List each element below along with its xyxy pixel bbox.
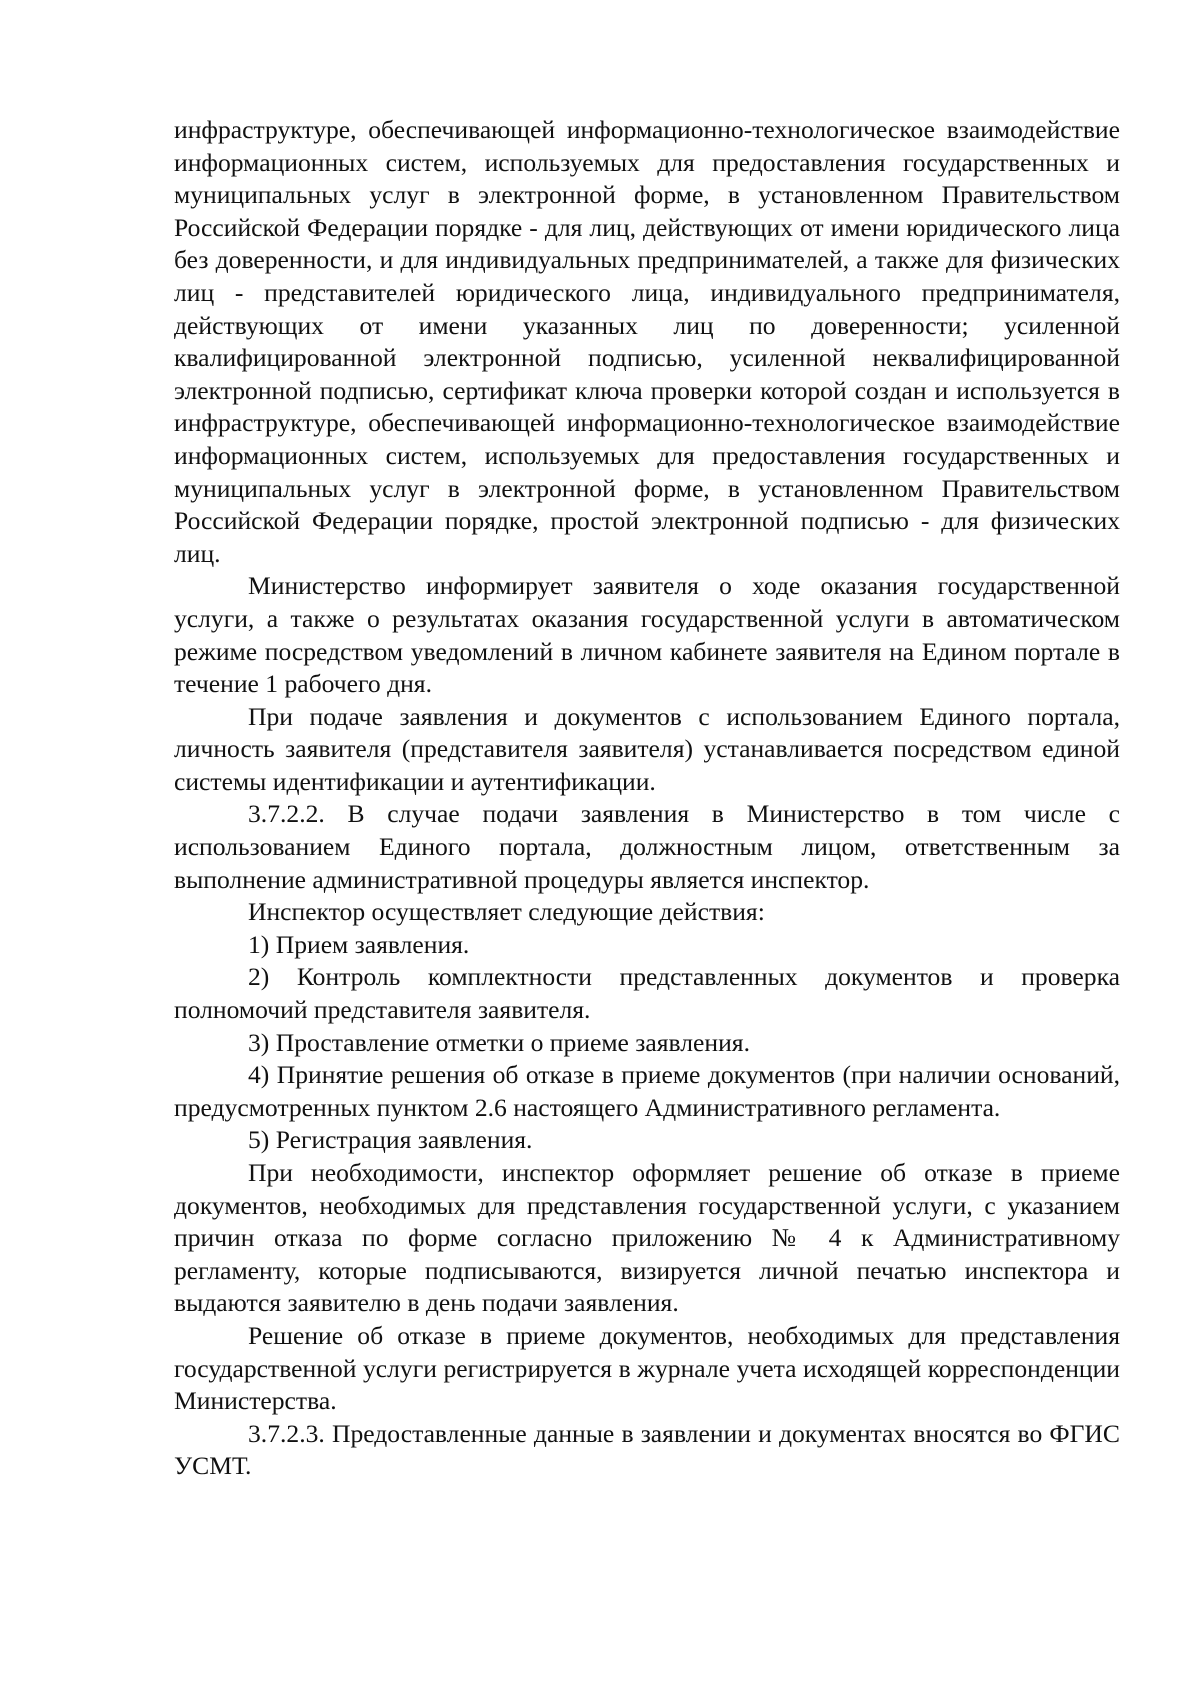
list-item: 5) Регистрация заявления. bbox=[248, 1125, 533, 1155]
paragraph: Министерство информирует заявителя о ходе оказания государственной услуги, а также о результатах оказания государственной услуги в автоматическом режиме посредством уведомлений в личном кабинете заявителя на Едином портале в течение 1 рабочего дня. bbox=[174, 571, 1120, 699]
paragraph: 3.7.2.2. В случае подачи заявления в Министерство в том числе с использованием Единого портала, должностным лицом, ответственным за выполнение административной процедуры является инспектор. bbox=[174, 799, 1120, 894]
document-body bbox=[174, 114, 1120, 1483]
list-item: 4) Принятие решения об отказе в приеме документов (при наличии оснований, предусмотренных пунктом 2.6 настоящего Административного регламента. bbox=[174, 1060, 1120, 1122]
list-item: 1) Прием заявления. bbox=[248, 929, 470, 959]
paragraph: Решение об отказе в приеме документов, необходимых для представления государственной услуги регистрируется в журнале учета исходящей корреспонденции Министерства. bbox=[174, 1320, 1120, 1416]
paragraph: инфраструктуре, обеспечивающей информационно-технологическое взаимодействие информационных систем, используемых для предоставления государственных и муниципальных услуг в электронной форме, в установленном Правительством Российской Федерации порядке - для лиц, действующих от имени юридического лица без доверенности, и для индивидуальных предпринимателей, а также для физических лиц - представителей юридического лица, индивидуального предпринимателя, действующих от имени указанных лиц по доверенности; усиленной квалифицированной электронной подписью, усиленной неквалифицированной электронной подписью, сертификат ключа проверки которой создан и используется в инфраструктуре, обеспечивающей информационно-технологическое взаимодействие информационных систем, используемых для предоставления государственных и муниципальных услуг в электронной форме, в установленном Правительством Российской Федерации порядке, простой электронной подписью - для физических лиц. bbox=[174, 115, 1120, 568]
paragraph: 3.7.2.3. Предоставленные данные в заявлении и документах вносятся во ФГИС УСМТ. bbox=[174, 1418, 1120, 1481]
paragraph: Инспектор осуществляет следующие действия: bbox=[248, 897, 765, 927]
list-item: 2) Контроль комплектности представленных документов и проверка полномочий представителя заявителя. bbox=[174, 962, 1120, 1025]
list-item: 3) Проставление отметки о приеме заявления. bbox=[248, 1027, 750, 1057]
paragraph: При необходимости, инспектор оформляет решение об отказе в приеме документов, необходимых для представления государственной услуги, с указанием причин отказа по форме согласно приложению № 4 к Административному регламенту, которые подписываются, визируется личной печатью инспектора и выдаются заявителю в день подачи заявления. bbox=[174, 1158, 1120, 1318]
paragraph: При подаче заявления и документов с использованием Единого портала, личность заявителя (представителя заявителя) устанавливается посредством единой системы идентификации и аутентификации. bbox=[174, 701, 1120, 796]
